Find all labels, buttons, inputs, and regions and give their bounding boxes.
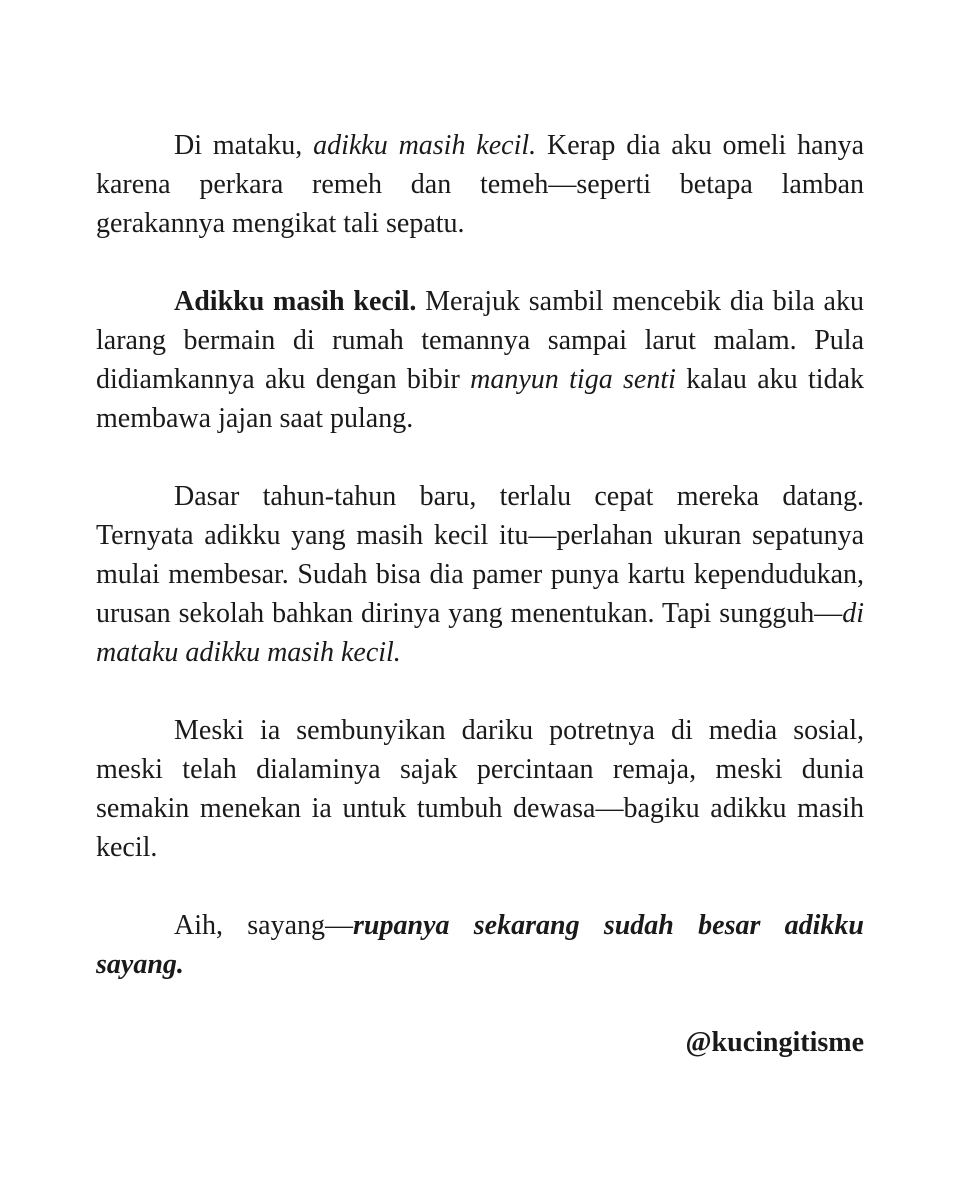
paragraph-3-text: Dasar tahun-tahun baru, terlalu cepat mereka datang. Ternyata adikku yang masih kecil itu—perlahan ukuran sepatunya mulai membesar. Sudah bisa dia pamer punya kartu kependudukan, urusan sekolah bahkan dirinya yang menentukan. Tapi sungguh— bbox=[96, 481, 864, 629]
paragraph-3 bbox=[96, 477, 864, 672]
author-signature: @kucingitisme bbox=[685, 1027, 864, 1058]
paragraph-1 bbox=[96, 126, 864, 243]
paragraph-2-bold-phrase: Adikku masih kecil. bbox=[174, 286, 417, 317]
paragraph-1-text: Di mataku, bbox=[174, 130, 314, 161]
paragraph-2 bbox=[96, 282, 864, 438]
paragraph-5-text: Aih, sayang— bbox=[174, 910, 354, 941]
paragraph-2-text: Merajuk sambil mencebik dia bila aku larang bermain di rumah temannya sampai larut malam. Pula didiamkannya aku dengan bibir bbox=[96, 286, 864, 395]
paragraph-1-italic-phrase: adikku masih kecil. bbox=[313, 130, 537, 161]
paragraph-2-text-continued: kalau aku tidak membawa jajan saat pulang. bbox=[96, 364, 865, 434]
paragraph-2-italic-phrase: manyun tiga senti bbox=[470, 364, 676, 395]
paragraph-3-italic-phrase: di mataku adikku masih kecil. bbox=[96, 598, 864, 668]
paragraph-4-text: Meski ia sembunyikan dariku potretnya di media sosial, meski telah dialaminya sajak percintaan remaja, meski dunia semakin menekan ia untuk tumbuh dewasa—bagiku adikku masih kecil. bbox=[96, 715, 864, 863]
paragraph-5 bbox=[96, 906, 864, 984]
paragraph-1-text-continued: Kerap dia aku omeli hanya karena perkara remeh dan temeh—seperti betapa lamban gerakannya mengikat tali sepatu. bbox=[96, 130, 865, 239]
paragraph-5-bold-italic-phrase: rupanya sekarang sudah besar adikku sayang. bbox=[96, 910, 864, 980]
paragraph-4 bbox=[96, 711, 864, 867]
poem-page bbox=[96, 126, 864, 1062]
